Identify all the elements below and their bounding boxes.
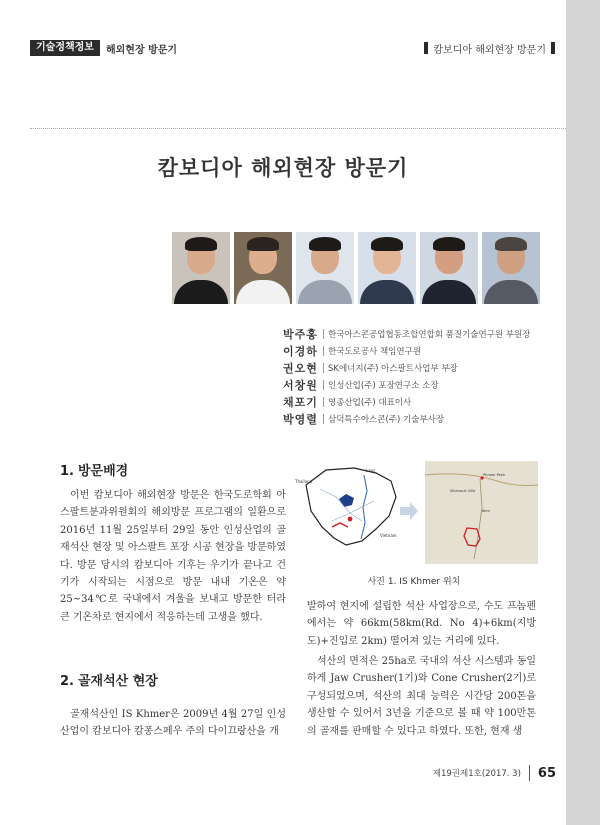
section-header: [30, 40, 177, 56]
section-1-body: 이번 캄보디아 해외현장 방문은 한국도로학회 아스팔트분과위원회의 해외방문 프로그램의 일환으로 2016년 11월 25일부터 29일 동안 인성산업의 골재석산 현장 및 아스팔트 포장 시공 현장을 방문하였다. 방문 당시의 캄보디아 기후는 우기가 끝나고 건기가 시작되는 시점으로 방문 내내 기온은 약 25~34℃로 국내에서 겨울을 보내고 방문한 터라 큰 기온차로 현지에서 적응하는데 고생을 했다.: [60, 490, 286, 623]
author-affiliation: 인성산업(주) 포장연구소 소장: [328, 380, 439, 391]
author-item: [283, 342, 530, 359]
author-affiliation: 한국아스콘공업협동조합연합회 품질기술연구원 부원장: [328, 329, 531, 340]
header-bar-right: [551, 42, 555, 54]
article-title: 캄보디아 해외현장 방문기: [157, 156, 409, 180]
location-map-figure: [292, 461, 538, 566]
side-strip: [566, 0, 600, 825]
author-item: [283, 359, 530, 376]
section-tag: 기술정책정보: [30, 40, 100, 56]
header-bar-left: [424, 42, 428, 54]
author-name: 서창원: [283, 378, 318, 392]
author-photo-4: [358, 232, 416, 304]
running-title: 캄보디아 해외현장 방문기: [433, 44, 546, 56]
author-item: [283, 393, 530, 410]
svg-text:Sihanouk Ville: Sihanouk Ville: [450, 489, 476, 493]
author-photo-1: [172, 232, 230, 304]
author-name: 이경하: [283, 344, 318, 358]
author-photo-6: [482, 232, 540, 304]
svg-text:6km: 6km: [482, 509, 490, 513]
page-number: 65: [537, 765, 556, 781]
map-label-laos: Laos: [366, 468, 376, 473]
author-item: [283, 376, 530, 393]
author-item: [283, 325, 530, 342]
map-label-vietnam: Vietnam: [380, 533, 397, 538]
author-photo-3: [296, 232, 354, 304]
section-1-heading: 1. 방문배경: [60, 464, 129, 479]
section-2-body-left: 골재석산인 IS Khmer은 2009년 4월 27일 인성산업이 캄보디아 캄퐁스페우 주의 다이끄랑산을 개: [60, 709, 286, 738]
author-name: 채포기: [283, 395, 318, 409]
footer-separator: [529, 765, 530, 781]
author-name: 박주홍: [283, 327, 318, 341]
author-name: 권오현: [283, 361, 318, 375]
author-affiliation: 삼덕특수아스콘(주) 기술부사장: [328, 414, 445, 425]
author-list: [283, 325, 530, 427]
dotted-divider: [30, 128, 566, 129]
running-header: [419, 40, 560, 56]
author-photo-2: [234, 232, 292, 304]
page-footer: [433, 765, 556, 781]
svg-text:Phnom Penh: Phnom Penh: [483, 473, 506, 477]
map-label-thailand: Thailand: [295, 479, 313, 484]
author-affiliation: 영종산업(주) 대표이사: [328, 397, 412, 408]
figure-caption: 사진 1. IS Khmer 위치: [367, 577, 461, 587]
section-2-body-right-1: 발하여 현지에 설립한 석산 사업장으로, 수도 프놈펜에서는 약 66km(58km(Rd. No 4)+6km(지방도)+진입로 2km) 떨어져 있는 거리에 있다.: [307, 601, 536, 647]
author-affiliation: 한국도로공사 책임연구원: [328, 346, 422, 357]
section-subtitle: 해외현장 방문기: [105, 44, 178, 56]
author-photo-5: [420, 232, 478, 304]
satellite-map: [425, 461, 538, 564]
section-2-body-right-2: 석산의 면적은 25ha로 국내의 석산 시스템과 동일하게 Jaw Crusher(1기)와 Cone Crusher(2기)로 구성되었으며, 석산의 최대 능력은 시간당 200톤을 생산할 수 있어서 3년을 기준으로 볼 때 약 100만톤의 골재를 판매할 수 있다고 하였다. 또한, 현재 생: [307, 656, 536, 737]
issue-label: 제19권제1호(2017. 3): [432, 769, 521, 779]
author-affiliation: SK에너지(주) 아스팔트사업부 부장: [328, 363, 458, 374]
author-item: [283, 410, 530, 427]
author-name: 박영렬: [283, 412, 318, 426]
author-photos: [172, 232, 540, 304]
section-2-heading: 2. 골재석산 현장: [60, 674, 158, 689]
